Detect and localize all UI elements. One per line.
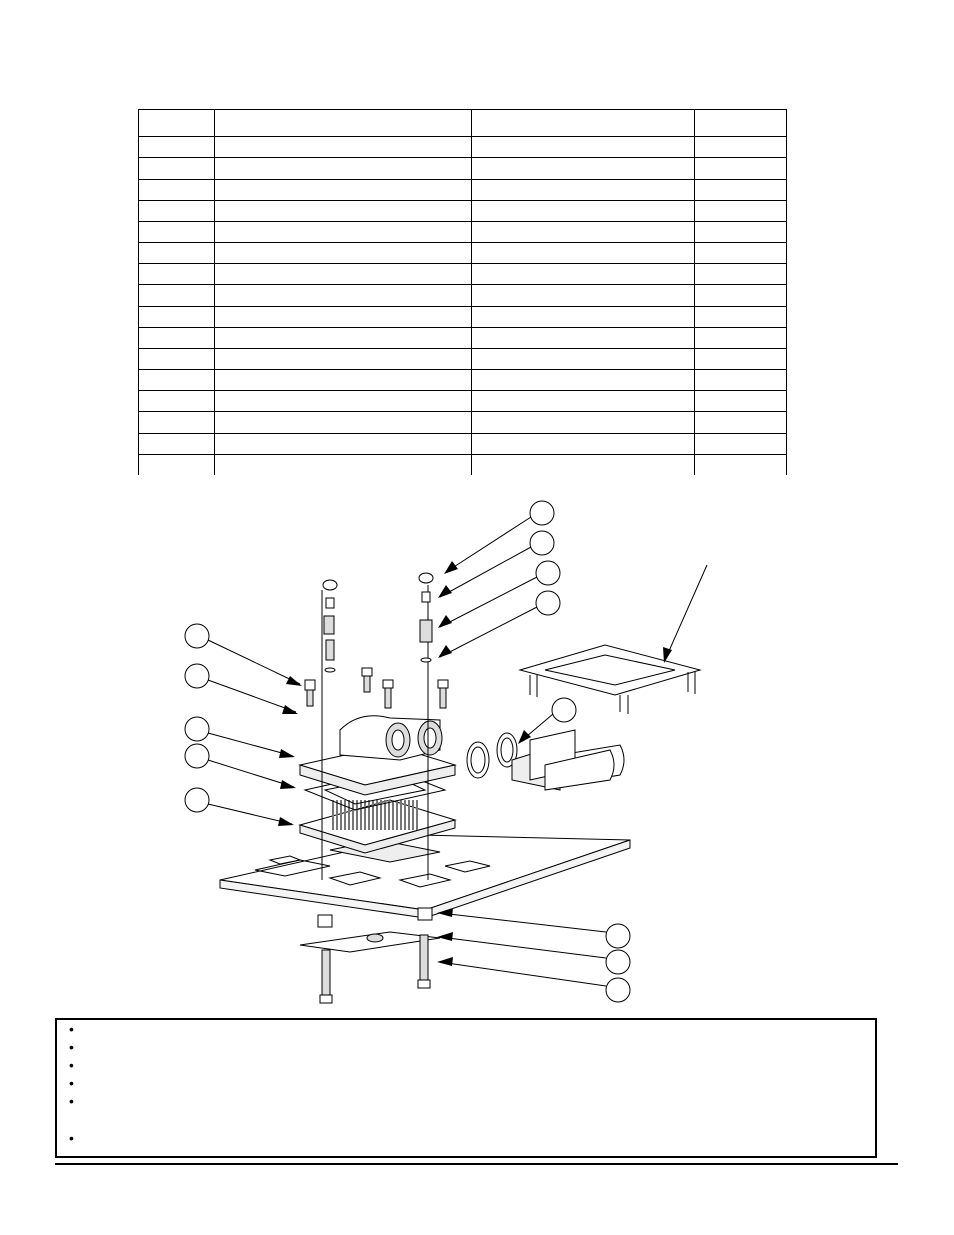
- parts-table-cell: [215, 158, 471, 179]
- parts-table-cell: [694, 110, 786, 137]
- parts-table-cell: [694, 264, 786, 285]
- parts-table-cell: [694, 433, 786, 454]
- parts-table-cell: [471, 221, 694, 242]
- parts-table-cell: [471, 285, 694, 306]
- parts-table-cell: [694, 243, 786, 264]
- parts-table-row: [139, 433, 787, 454]
- parts-table-row: [139, 285, 787, 306]
- parts-table-cell: [471, 200, 694, 221]
- callout-circle: [552, 698, 576, 722]
- parts-table-row: [139, 158, 787, 179]
- parts-table-cell: [139, 306, 215, 327]
- parts-table-cell: [139, 285, 215, 306]
- parts-table-cell: [471, 348, 694, 369]
- footer-rule: [55, 1163, 898, 1165]
- parts-table-cell: [215, 348, 471, 369]
- parts-table-cell: [215, 370, 471, 391]
- parts-table-row: [139, 179, 787, 200]
- callout-circle: [536, 591, 560, 615]
- callout-circle: [536, 561, 560, 585]
- parts-table-cell: [694, 454, 786, 475]
- parts-table-cell: [139, 348, 215, 369]
- parts-table-cell: [471, 158, 694, 179]
- bottom-screw: [322, 950, 330, 1000]
- callout-circle: [606, 978, 630, 1002]
- parts-table-cell: [139, 137, 215, 158]
- parts-table-cell: [215, 306, 471, 327]
- parts-table-cell: [694, 137, 786, 158]
- parts-table-row: [139, 348, 787, 369]
- parts-table-cell: [694, 348, 786, 369]
- parts-table-cell: [694, 285, 786, 306]
- parts-table-cell: [139, 200, 215, 221]
- parts-table-row: [139, 243, 787, 264]
- parts-table-cell: [215, 200, 471, 221]
- parts-table-cell: [215, 327, 471, 348]
- parts-table-cell: [471, 433, 694, 454]
- parts-table-cell: [215, 264, 471, 285]
- parts-table-row: [139, 412, 787, 433]
- parts-table-cell: [471, 110, 694, 137]
- parts-table-cell: [139, 454, 215, 475]
- callout-circle: [185, 624, 209, 648]
- parts-table-cell: [694, 221, 786, 242]
- circuit-board: [220, 835, 630, 910]
- parts-table-cell: [471, 391, 694, 412]
- parts-table-cell: [215, 221, 471, 242]
- parts-table-cell: [139, 391, 215, 412]
- callout-circle: [606, 950, 630, 974]
- parts-table-cell: [139, 412, 215, 433]
- parts-table-cell: [139, 158, 215, 179]
- parts-table-row: [139, 391, 787, 412]
- parts-table-cell: [139, 370, 215, 391]
- parts-table-cell: [694, 179, 786, 200]
- callout-circle: [185, 717, 209, 741]
- parts-table-cell: [139, 110, 215, 137]
- parts-table-cell: [694, 158, 786, 179]
- callout-circle: [185, 744, 209, 768]
- callout-circle: [530, 501, 554, 525]
- parts-table-cell: [215, 110, 471, 137]
- parts-table-cell: [471, 137, 694, 158]
- parts-table-cell: [215, 454, 471, 475]
- parts-table-row: [139, 110, 787, 137]
- parts-table-cell: [694, 200, 786, 221]
- parts-table-cell: [139, 221, 215, 242]
- parts-table-row: [139, 370, 787, 391]
- notes-box: [55, 1018, 877, 1158]
- parts-table-cell: [215, 391, 471, 412]
- parts-table-cell: [694, 306, 786, 327]
- parts-table-row: [139, 327, 787, 348]
- callout-circle: [185, 788, 209, 812]
- parts-table-row: [139, 306, 787, 327]
- parts-table-cell: [471, 243, 694, 264]
- callout-circle: [185, 664, 209, 688]
- parts-table-cell: [139, 179, 215, 200]
- parts-table-row: [139, 221, 787, 242]
- parts-table-row: [139, 137, 787, 158]
- parts-table-cell: [694, 412, 786, 433]
- callout-circle: [530, 531, 554, 555]
- parts-table-cell: [215, 433, 471, 454]
- parts-table-cell: [215, 243, 471, 264]
- parts-table-cell: [471, 454, 694, 475]
- parts-table-cell: [471, 327, 694, 348]
- parts-table-cell: [694, 327, 786, 348]
- parts-table-cell: [139, 327, 215, 348]
- parts-table-row: [139, 200, 787, 221]
- parts-table-cell: [471, 412, 694, 433]
- parts-table-cell: [139, 243, 215, 264]
- parts-table-cell: [694, 391, 786, 412]
- parts-table-cell: [139, 433, 215, 454]
- parts-table-cell: [471, 179, 694, 200]
- exploded-assembly-diagram: [0, 495, 954, 1015]
- parts-table-cell: [471, 370, 694, 391]
- parts-table-cell: [215, 412, 471, 433]
- parts-table-cell: [694, 370, 786, 391]
- parts-table-cell: [471, 264, 694, 285]
- parts-table-cell: [139, 264, 215, 285]
- parts-table-cell: [215, 285, 471, 306]
- parts-table-cell: [471, 306, 694, 327]
- parts-table-row: [139, 454, 787, 475]
- callout-circle: [606, 924, 630, 948]
- parts-table-cell: [215, 179, 471, 200]
- parts-table-cell: [215, 137, 471, 158]
- parts-table-row: [139, 264, 787, 285]
- parts-list-table: [138, 109, 787, 475]
